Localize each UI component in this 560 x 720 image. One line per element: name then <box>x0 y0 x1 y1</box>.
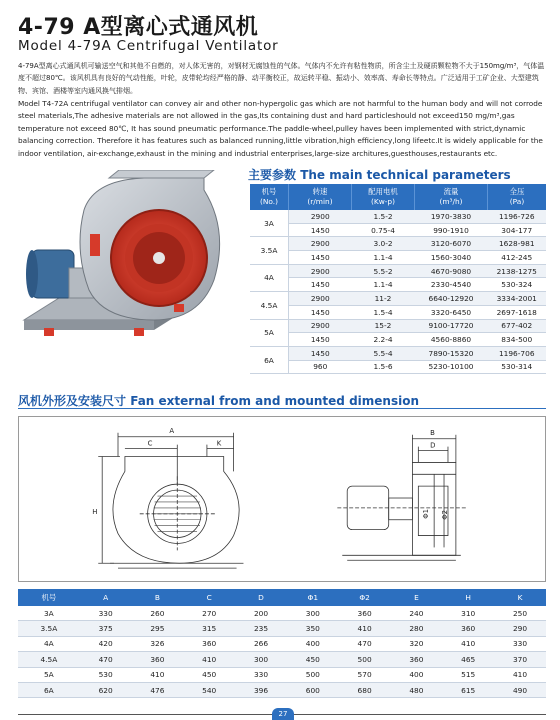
dim-row <box>18 682 546 697</box>
dim-cell: 6A <box>18 682 80 697</box>
param-pressure-cell: 530-324 <box>488 278 547 292</box>
dim-col-header: C <box>183 589 235 606</box>
dim-cell: 295 <box>132 621 184 636</box>
param-speed-cell: 1450 <box>289 278 352 292</box>
dim-cell: 240 <box>391 606 443 621</box>
param-pressure-cell: 1628-981 <box>488 237 547 251</box>
dim-col-header: A <box>80 589 132 606</box>
param-col-model: 机号 (No.) <box>250 184 289 210</box>
dim-col-header: 机号 <box>18 589 80 606</box>
params-section-title <box>248 166 511 183</box>
dim-cell: 465 <box>442 652 494 667</box>
dim-cell: 370 <box>494 652 546 667</box>
dim-cell: 3A <box>18 606 80 621</box>
dim-cell: 326 <box>132 636 184 651</box>
param-model-cell: 6A <box>250 346 289 373</box>
dim-col-header: H <box>442 589 494 606</box>
param-motor-cell: 15-2 <box>352 319 415 333</box>
dim-cell: 290 <box>494 621 546 636</box>
param-speed-cell: 1450 <box>289 251 352 265</box>
param-row <box>250 346 546 360</box>
param-motor-cell: 3.0-2 <box>352 237 415 251</box>
param-motor-cell: 2.2-4 <box>352 333 415 347</box>
dim-cell: 375 <box>80 621 132 636</box>
param-motor-cell: 1.5-4 <box>352 305 415 319</box>
parameters-header-row <box>250 184 546 210</box>
dim-cell: 410 <box>183 652 235 667</box>
dim-cell: 330 <box>235 667 287 682</box>
dim-cell: 360 <box>183 636 235 651</box>
param-model-cell: 5A <box>250 319 289 346</box>
dim-cell: 300 <box>287 606 339 621</box>
dim-cell: 315 <box>183 621 235 636</box>
param-flow-cell: 4560-8860 <box>415 333 488 347</box>
params-title-en: The main technical parameters <box>300 168 511 182</box>
dim-label-phi1: Φ1 <box>422 508 431 519</box>
dim-cell: 450 <box>183 667 235 682</box>
param-speed-cell: 1450 <box>289 305 352 319</box>
param-flow-cell: 1970-3830 <box>415 210 488 223</box>
param-pressure-cell: 2138-1275 <box>488 264 547 278</box>
param-speed-cell: 1450 <box>289 346 352 360</box>
param-col-pressure: 全压 (Pa) <box>488 184 547 210</box>
param-speed-cell: 2900 <box>289 264 352 278</box>
dim-cell: 360 <box>339 606 391 621</box>
param-row <box>250 278 546 292</box>
dim-cell: 396 <box>235 682 287 697</box>
param-flow-cell: 5230-10100 <box>415 360 488 374</box>
dim-cell: 530 <box>80 667 132 682</box>
param-col-flow: 流量 (m³/h) <box>415 184 488 210</box>
dim-label-d: D <box>430 441 436 450</box>
param-motor-cell: 1.1-4 <box>352 251 415 265</box>
dim-cell: 500 <box>339 652 391 667</box>
dim-cell: 300 <box>235 652 287 667</box>
param-speed-cell: 2900 <box>289 210 352 223</box>
param-pressure-cell: 834-500 <box>488 333 547 347</box>
dim-cell: 490 <box>494 682 546 697</box>
param-row <box>250 210 546 223</box>
dim-cell: 615 <box>442 682 494 697</box>
param-flow-cell: 990-1910 <box>415 223 488 237</box>
page-title-cn: 4-79 A型离心式通风机 <box>18 15 259 40</box>
dim-cell: 600 <box>287 682 339 697</box>
dim-cell: 266 <box>235 636 287 651</box>
dimensions-header-row <box>18 589 546 606</box>
param-speed-cell: 2900 <box>289 292 352 306</box>
dim-cell: 450 <box>287 652 339 667</box>
param-flow-cell: 3120-6070 <box>415 237 488 251</box>
dim-cell: 500 <box>287 667 339 682</box>
dim-cell: 330 <box>494 636 546 651</box>
dim-label-k: K <box>216 439 222 448</box>
dim-cell: 260 <box>132 606 184 621</box>
param-col-speed: 转速 (r/min) <box>289 184 352 210</box>
param-flow-cell: 2330-4540 <box>415 278 488 292</box>
params-title-cn: 主要参数 <box>248 168 297 182</box>
param-flow-cell: 3320-6450 <box>415 305 488 319</box>
dim-cell: 200 <box>235 606 287 621</box>
dim-row <box>18 621 546 636</box>
param-pressure-cell: 530-314 <box>488 360 547 374</box>
dim-cell: 250 <box>494 606 546 621</box>
param-flow-cell: 7890-15320 <box>415 346 488 360</box>
dim-col-header: D <box>235 589 287 606</box>
param-model-cell: 3A <box>250 210 289 237</box>
dim-cell: 4.5A <box>18 652 80 667</box>
dimensions-table <box>18 589 546 698</box>
param-row <box>250 305 546 319</box>
dim-title-en: Fan external from and mounted dimension <box>130 394 419 408</box>
dim-cell: 5A <box>18 667 80 682</box>
param-pressure-cell: 677-402 <box>488 319 547 333</box>
param-speed-cell: 2900 <box>289 319 352 333</box>
dim-label-h: H <box>92 507 98 516</box>
dim-row <box>18 667 546 682</box>
param-motor-cell: 1.5-6 <box>352 360 415 374</box>
dim-cell: 330 <box>80 606 132 621</box>
dim-cell: 350 <box>287 621 339 636</box>
param-motor-cell: 1.5-2 <box>352 210 415 223</box>
dim-label-c: C <box>147 439 153 448</box>
dim-title-cn: 风机外形及安装尺寸 <box>18 394 127 408</box>
dim-col-header: B <box>132 589 184 606</box>
dim-cell: 310 <box>442 606 494 621</box>
param-pressure-cell: 1196-726 <box>488 210 547 223</box>
param-motor-cell: 1.1-4 <box>352 278 415 292</box>
param-model-cell: 4.5A <box>250 292 289 319</box>
dimension-section-title <box>18 392 419 409</box>
param-speed-cell: 960 <box>289 360 352 374</box>
param-row <box>250 251 546 265</box>
param-pressure-cell: 1196-706 <box>488 346 547 360</box>
param-row <box>250 292 546 306</box>
dim-label-a: A <box>169 426 175 435</box>
dim-col-header: E <box>391 589 443 606</box>
parameters-table <box>250 184 546 374</box>
param-flow-cell: 9100-17720 <box>415 319 488 333</box>
dim-cell: 515 <box>442 667 494 682</box>
dim-cell: 620 <box>80 682 132 697</box>
dim-cell: 280 <box>391 621 443 636</box>
dim-cell: 400 <box>287 636 339 651</box>
dim-cell: 410 <box>494 667 546 682</box>
dimension-drawing <box>18 416 546 582</box>
dim-cell: 540 <box>183 682 235 697</box>
description-cn: 4-79A型离心式通风机可输送空气和其他不自燃的，对人体无害的，对钢材无腐蚀性的气体。气体内不允许有粘性物质，所含尘土及硬质颗粒物不大于150mg/m³，气体温度不超过80℃。该风机具有良好的气动性能，叶轮，皮带轮均经严格的静、动平衡校正，故运转平稳、振动小、效率高、寿命长等特点。广泛适用于工矿企业、大型建筑物、宾馆、酒楼等室内通风换气排烟。 <box>18 62 545 95</box>
dim-col-header: Φ1 <box>287 589 339 606</box>
dim-cell: 360 <box>391 652 443 667</box>
dim-cell: 3.5A <box>18 621 80 636</box>
param-row <box>250 264 546 278</box>
param-motor-cell: 0.75-4 <box>352 223 415 237</box>
dim-cell: 420 <box>80 636 132 651</box>
dim-cell: 410 <box>442 636 494 651</box>
param-motor-cell: 5.5-2 <box>352 264 415 278</box>
dim-cell: 410 <box>132 667 184 682</box>
param-flow-cell: 4670-9080 <box>415 264 488 278</box>
page-title-en: Model 4-79A Centrifugal Ventilator <box>18 38 279 54</box>
param-row <box>250 333 546 347</box>
dim-cell: 400 <box>391 667 443 682</box>
dim-cell: 680 <box>339 682 391 697</box>
dim-cell: 470 <box>339 636 391 651</box>
param-pressure-cell: 3334-2001 <box>488 292 547 306</box>
dim-cell: 480 <box>391 682 443 697</box>
param-flow-cell: 1560-3040 <box>415 251 488 265</box>
dim-cell: 360 <box>132 652 184 667</box>
fan-product-image <box>14 170 240 370</box>
dim-col-header: Φ2 <box>339 589 391 606</box>
dim-cell: 4A <box>18 636 80 651</box>
param-col-motor: 配用电机 (Kw-p) <box>352 184 415 210</box>
param-model-cell: 3.5A <box>250 237 289 264</box>
param-row <box>250 223 546 237</box>
param-pressure-cell: 412-245 <box>488 251 547 265</box>
dim-cell: 320 <box>391 636 443 651</box>
param-motor-cell: 11-2 <box>352 292 415 306</box>
dim-cell: 410 <box>339 621 391 636</box>
dim-label-b: B <box>430 428 435 437</box>
param-row <box>250 360 546 374</box>
param-speed-cell: 2900 <box>289 237 352 251</box>
description-en: Model T4-72A centrifugal ventilator can convey air and other non-hypergolic gas which are not harmful to the human body and will not corrode steel materials,The adhesive materials are not allowed in the gas,Its containing dust and hard particleshould not exceed150 mg/m³,gas temperature not exceed 80℃, It has sound pneumatic performance.The paddle-wheel,pulley haves been implemented with strict,dynamic balancing correction. Therefore it has features such as balanced running,little vibration,high efficiency,long lifeetc.It is widely applicable for the indoor ventilation, air-exchange,exhaust in the mining and industrial enterprises,large-size architures,guesthouses,restaurants etc. <box>18 99 543 158</box>
dim-cell: 360 <box>442 621 494 636</box>
param-pressure-cell: 304-177 <box>488 223 547 237</box>
dim-col-header: K <box>494 589 546 606</box>
param-model-cell: 4A <box>250 264 289 291</box>
param-speed-cell: 1450 <box>289 223 352 237</box>
dim-row <box>18 652 546 667</box>
param-flow-cell: 6640-12920 <box>415 292 488 306</box>
param-motor-cell: 5.5-4 <box>352 346 415 360</box>
param-speed-cell: 1450 <box>289 333 352 347</box>
param-pressure-cell: 2697-1618 <box>488 305 547 319</box>
dim-label-phi2: Φ2 <box>440 509 449 520</box>
param-row <box>250 319 546 333</box>
dim-row <box>18 606 546 621</box>
dim-cell: 270 <box>183 606 235 621</box>
dim-cell: 235 <box>235 621 287 636</box>
dim-cell: 570 <box>339 667 391 682</box>
dim-cell: 476 <box>132 682 184 697</box>
dim-cell: 470 <box>80 652 132 667</box>
param-row <box>250 237 546 251</box>
section-divider <box>18 408 546 409</box>
page-number: 27 <box>272 708 294 720</box>
dim-row <box>18 636 546 651</box>
